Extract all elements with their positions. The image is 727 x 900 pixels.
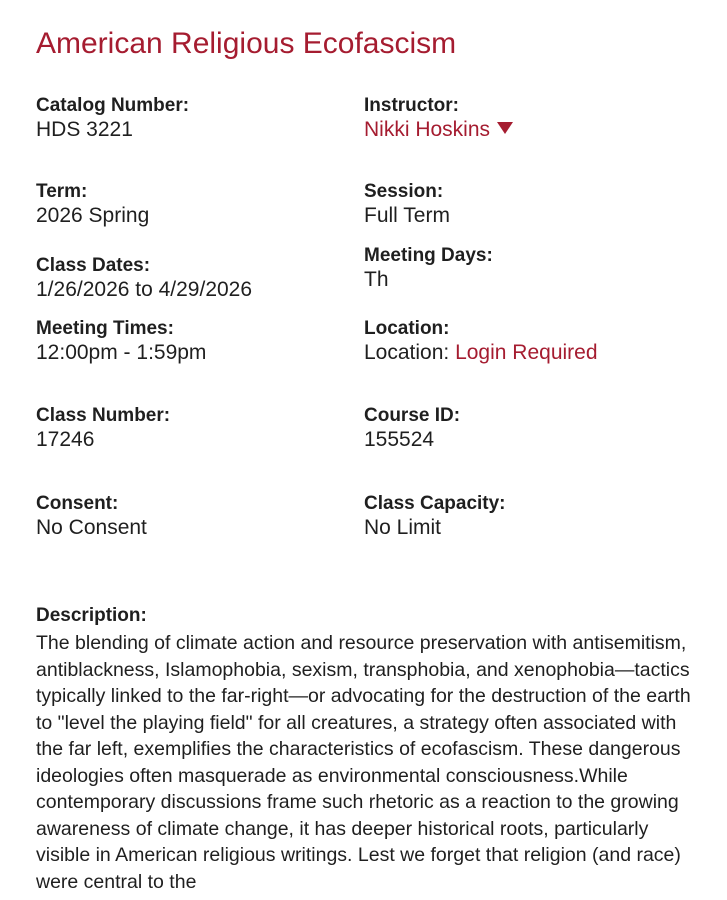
meeting-times-value: 12:00pm - 1:59pm [36,341,207,364]
meeting-days-value: Th [364,268,389,291]
class-number-label: Class Number: [36,405,171,426]
instructor-field [364,94,684,142]
location-field [364,317,684,365]
term-label: Term: [36,181,88,202]
consent-value: No Consent [36,516,147,539]
class-capacity-value: No Limit [364,516,442,539]
term-value: 2026 Spring [36,204,150,227]
class-dates-field [36,254,356,302]
course-title: American Religious Ecofascism [36,27,457,60]
class-dates-value: 1/26/2026 to 4/29/2026 [36,278,253,301]
course-id-value: 155524 [364,428,435,451]
description-label: Description: [36,605,147,626]
consent-label: Consent: [36,493,119,514]
instructor-name-link[interactable]: Nikki Hoskins [364,118,491,141]
meeting-times-field [36,317,356,365]
class-number-value: 17246 [36,428,95,451]
term-field [36,180,356,228]
instructor-label: Instructor: [364,95,459,116]
catalog-number-value: HDS 3221 [36,118,133,141]
class-capacity-field [364,492,684,540]
class-capacity-label: Class Capacity: [364,493,506,514]
login-required-link[interactable]: Login Required [455,341,598,364]
location-label: Location: [364,318,450,339]
meeting-times-label: Meeting Times: [36,318,174,339]
class-number-field [36,404,356,452]
catalog-number-field [36,94,356,142]
consent-field [36,492,356,540]
session-value: Full Term [364,204,450,227]
meeting-days-field [364,244,684,292]
meeting-days-label: Meeting Days: [364,245,493,266]
caret-down-icon[interactable] [497,122,513,134]
session-label: Session: [364,181,444,202]
catalog-number-label: Catalog Number: [36,95,190,116]
class-dates-label: Class Dates: [36,255,151,276]
description-section [36,604,701,895]
instructor-value [364,118,684,142]
course-id-label: Course ID: [364,405,461,426]
course-id-field [364,404,684,452]
location-value [364,341,684,365]
description-text: The blending of climate action and resource preservation with antisemitism, antiblackness, Islamophobia, sexism, transphobia, and xenophobia—tactics typically linked to the far-right—or advocating for the destruction of the earth to "level the playing field" for all creatures, a strategy often associated with the far left, exemplifies the characteristics of ecofascism. These dangerous ideologies often masquerade as environmental consciousness.While contemporary discussions frame such rhetoric as a reaction to the growing awareness of climate change, it has deeper historical roots, particularly visible in American religious writings. Lest we forget that religion (and race) were central to the [36,632,691,893]
session-field [364,180,684,228]
location-prefix: Location: [364,341,450,364]
